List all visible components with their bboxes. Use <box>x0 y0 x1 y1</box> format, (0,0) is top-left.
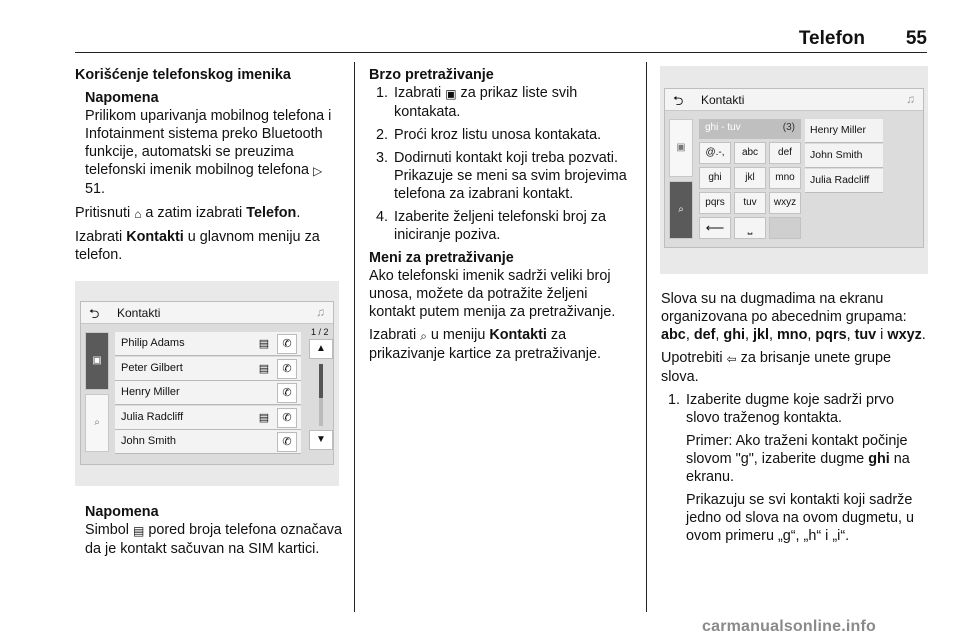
all-contacts-tab[interactable] <box>669 119 693 177</box>
section-heading: Korišćenje telefonskog imenika <box>75 67 291 83</box>
example-text: na ekranu. <box>686 451 910 485</box>
menu-item-name: Kontakti <box>489 327 547 343</box>
page-header <box>75 28 927 52</box>
step-list <box>369 84 635 244</box>
letter-key[interactable]: jkl <box>734 167 766 189</box>
text: za brisanje unete grupe slova. <box>661 350 892 385</box>
page-indicator: 1 / 2 <box>311 327 329 337</box>
call-button[interactable]: ✆ <box>277 334 297 354</box>
column-divider <box>646 62 647 612</box>
note-box <box>75 503 345 563</box>
list-item <box>369 149 635 203</box>
search-icon: ⌕ <box>94 417 100 428</box>
step-list <box>661 391 927 427</box>
letter-key[interactable]: ghi <box>699 167 731 189</box>
call-button[interactable]: ✆ <box>277 408 297 428</box>
letter-group: mno <box>777 327 808 343</box>
separator: , <box>807 327 816 343</box>
screen-title: Kontakti <box>701 93 745 107</box>
text: Upotrebiti <box>661 350 727 366</box>
contact-name: John Smith <box>810 149 863 161</box>
contact-card-icon: ▣ <box>92 355 102 366</box>
search-screen <box>664 88 924 248</box>
all-contacts-tab[interactable] <box>85 332 109 390</box>
letter-group: wxyz <box>887 327 922 343</box>
watermark: carmanualsonline.info <box>702 618 877 635</box>
separator: , <box>715 327 724 343</box>
column-divider <box>354 62 355 612</box>
space-bar-icon: ⎵ <box>747 221 753 235</box>
scroll-down-button[interactable]: ▼ <box>309 430 333 450</box>
text: . <box>296 205 301 221</box>
column-1 <box>75 66 345 269</box>
result-text: Prikazuju se svi kontakti koji sadrže jedno od slova na ovom dugmetu, u ovom primeru „g“, „h“ i „i“. <box>686 492 915 544</box>
result-count: (3) <box>782 122 795 133</box>
home-icon: ⌂ <box>134 207 142 221</box>
contact-name: Julia Radcliff <box>810 174 870 186</box>
letter-key[interactable]: @.-, <box>699 142 731 164</box>
contact-row[interactable] <box>115 332 301 356</box>
list-item <box>661 391 927 427</box>
letter-group: jkl <box>753 327 769 343</box>
list-item <box>369 208 635 244</box>
list-item <box>369 84 635 121</box>
contact-name: John Smith <box>121 435 177 447</box>
separator: , <box>685 327 694 343</box>
letter-key[interactable]: def <box>769 142 801 164</box>
backspace-arrow-icon: ⟵ <box>705 220 725 235</box>
section-heading: Meni za pretraživanje <box>369 250 514 266</box>
step-number: 1. <box>376 85 389 101</box>
column-3 <box>661 290 927 550</box>
text: Izabrati <box>369 327 421 343</box>
text: za prikazivanje kartice za pretraživanje. <box>369 327 601 362</box>
step-number: 4. <box>376 209 389 225</box>
contact-row[interactable] <box>115 406 301 430</box>
contacts-screen <box>80 301 334 465</box>
search-query: ghi - tuv <box>705 122 741 133</box>
letter-key[interactable]: pqrs <box>699 192 731 214</box>
back-arrow-icon[interactable]: ⮌ <box>89 306 100 321</box>
contact-card-icon: ▣ <box>676 142 686 153</box>
letter-group: ghi <box>723 327 745 343</box>
menu-item-name: Kontakti <box>126 229 184 245</box>
sim-card-icon: ▤ <box>258 338 270 350</box>
step-text: za prikaz liste svih kontakata. <box>394 85 578 120</box>
step-text: Izaberite dugme koje sadrži prvo slovo traženog kontakta. <box>686 392 894 426</box>
button-name: ghi <box>868 451 890 467</box>
text: u glavnom meniju za telefon. <box>75 229 320 263</box>
text: Izabrati <box>75 229 127 245</box>
step-number: 2. <box>376 127 389 143</box>
separator: , <box>769 327 777 343</box>
sim-card-icon: ▤ <box>258 411 270 424</box>
screen-title-bar <box>81 302 333 324</box>
note-box <box>75 89 345 198</box>
letter-group: pqrs <box>815 327 847 343</box>
contact-row[interactable] <box>115 357 301 381</box>
paragraph: Ako telefonski imenik sadrži veliki broj unosa, možete da potražite željeni kontakt putem menija za pretraživanje. <box>369 268 616 320</box>
contact-name: Peter Gilbert <box>121 361 183 374</box>
contacts-screenshot <box>75 281 339 486</box>
contact-row[interactable] <box>115 381 301 405</box>
letter-key[interactable]: tuv <box>734 192 766 214</box>
contact-name: Henry Miller <box>810 124 867 136</box>
separator: i <box>876 327 888 343</box>
call-button[interactable]: ✆ <box>277 359 297 379</box>
back-arrow-icon[interactable]: ⮌ <box>673 93 684 108</box>
section-heading: Brzo pretraživanje <box>369 67 494 83</box>
menu-item-name: Telefon <box>246 205 297 221</box>
search-tab[interactable] <box>669 181 693 239</box>
page-number: 55 <box>905 28 927 49</box>
letter-group: abc <box>661 327 686 343</box>
note-title: Napomena <box>85 90 159 106</box>
result-row[interactable] <box>805 169 883 193</box>
search-icon: ⌕ <box>678 204 684 215</box>
note-text: Prilikom uparivanja mobilnog telefona i Infotainment sistema preko Bluetooth funkcije, automatski se preuzima telefonski imenik mobilnog telefona <box>85 108 332 178</box>
delete-key[interactable] <box>699 217 731 239</box>
reference-arrow-icon: ▷ <box>312 164 323 178</box>
space-key[interactable] <box>734 217 766 239</box>
result-row[interactable] <box>805 144 883 168</box>
search-field[interactable] <box>699 119 801 139</box>
contact-row[interactable] <box>115 430 301 454</box>
result-row[interactable] <box>805 119 883 143</box>
separator: , <box>846 327 855 343</box>
music-icon: ♫ <box>906 92 915 106</box>
contact-name: Philip Adams <box>121 337 185 349</box>
disabled-key <box>769 217 801 239</box>
contact-card-icon: ▣ <box>445 87 457 101</box>
search-icon: ⌕ <box>420 329 427 343</box>
contact-name: Julia Radcliff <box>121 410 184 423</box>
call-button[interactable]: ✆ <box>277 383 297 403</box>
list-item <box>369 126 635 144</box>
text: Slova su na dugmadima na ekranu organizovana po abecednim grupama: <box>661 291 907 325</box>
text: Pritisnuti <box>75 205 135 221</box>
screen-title: Kontakti <box>117 306 161 320</box>
backspace-arrow-icon: ⇦ <box>726 352 737 366</box>
sim-card-icon: ▤ <box>133 524 145 538</box>
sim-card-icon: ▤ <box>258 362 270 375</box>
note-title: Napomena <box>85 504 159 520</box>
column-2 <box>369 66 635 368</box>
letter-key[interactable]: mno <box>769 167 801 189</box>
page-title: Telefon <box>798 28 865 49</box>
screen-title-bar <box>665 89 923 111</box>
text: a zatim izabrati <box>141 205 247 221</box>
search-tab[interactable] <box>85 394 109 452</box>
step-text: Izaberite željeni telefonski broj za iniciranje poziva. <box>394 209 606 243</box>
step-text: Izabrati <box>394 85 446 101</box>
header-rule <box>75 52 927 53</box>
step-number: 1. <box>668 392 681 408</box>
text: u meniju <box>426 327 490 343</box>
step-text: Proći kroz listu unosa kontakata. <box>394 127 602 143</box>
music-icon: ♫ <box>316 305 325 319</box>
scrollbar-thumb[interactable] <box>319 364 323 398</box>
search-screenshot <box>660 66 928 274</box>
note-text: pored broja telefona označava da je kontakt sačuvan na SIM kartici. <box>85 522 342 557</box>
page-reference[interactable]: 51. <box>85 181 106 197</box>
scroll-up-button[interactable]: ▲ <box>309 339 333 359</box>
example-text: Primer: Ako traženi kontakt počinje slovom "g", izaberite dugme <box>686 433 908 467</box>
separator: , <box>745 327 753 343</box>
text: . <box>921 327 926 343</box>
letter-group: tuv <box>854 327 877 343</box>
step-text: Dodirnuti kontakt koji treba pozvati. Prikazuje se meni sa svim brojevima telefona za izabrani kontakt. <box>394 150 627 202</box>
contact-name: Henry Miller <box>121 386 180 398</box>
letter-key[interactable]: abc <box>734 142 766 164</box>
note-text: Simbol <box>85 522 133 538</box>
step-number: 3. <box>376 150 389 166</box>
call-button[interactable]: ✆ <box>277 432 297 452</box>
letter-group: def <box>693 327 716 343</box>
letter-key[interactable]: wxyz <box>769 192 801 214</box>
